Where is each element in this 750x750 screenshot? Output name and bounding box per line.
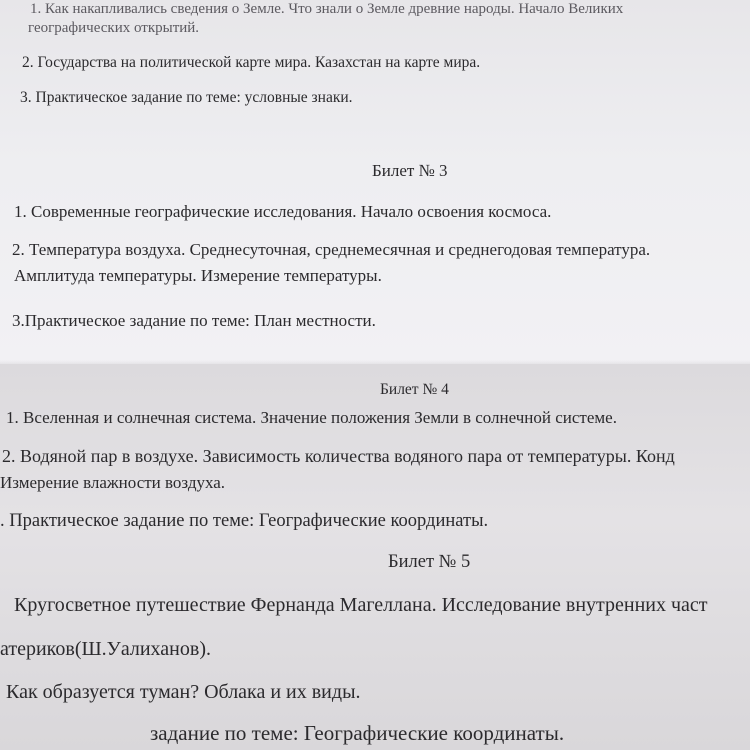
ticket5-heading: Билет № 5: [388, 552, 471, 572]
ticket4-item1: 1. Вселенная и солнечная система. Значение положения Земли в солнечной системе.: [6, 408, 617, 427]
ticket3-item1: 1. Современные географические исследования. Начало освоения космоса.: [14, 202, 552, 221]
ticket2-item1-line2: географических открытий.: [28, 20, 200, 36]
bottom-paper-sheet: [0, 364, 750, 750]
ticket5-item1-line2: атериков(Ш.Уалиханов).: [0, 638, 211, 660]
ticket2-item1-line1: 1. Как накапливались сведения о Земле. Что знали о Земле древние народы. Начало Великих: [30, 1, 624, 17]
top-paper-sheet: [0, 0, 750, 366]
ticket3-item3: 3.Практическое задание по теме: План местности.: [12, 311, 376, 330]
ticket3-item2-line1: 2. Температура воздуха. Среднесуточная, среднемесячная и среднегодовая температура.: [12, 240, 651, 259]
ticket5-item3: задание по теме: Географические координаты.: [150, 721, 565, 745]
ticket4-heading: Билет № 4: [380, 381, 449, 398]
ticket3-heading: Билет № 3: [372, 161, 448, 180]
ticket4-item2-line1: 2. Водяной пар в воздухе. Зависимость количества водяного пара от температуры. Конд: [2, 446, 675, 466]
ticket5-item1-line1: Кругосветное путешествие Фернанда Магеллана. Исследование внутренних част: [14, 594, 708, 616]
ticket3-item2-line2: Амплитуда температуры. Измерение температуры.: [14, 266, 382, 285]
ticket2-item3: 3. Практическое задание по теме: условные знаки.: [20, 89, 353, 106]
ticket4-item3: . Практическое задание по теме: Географические координаты.: [0, 511, 489, 531]
ticket4-item2-line2: Измерение влажности воздуха.: [0, 473, 226, 492]
ticket2-item2: 2. Государства на политической карте мира. Казахстан на карте мира.: [22, 54, 481, 71]
ticket5-item2: Как образуется туман? Облака и их виды.: [6, 681, 361, 703]
